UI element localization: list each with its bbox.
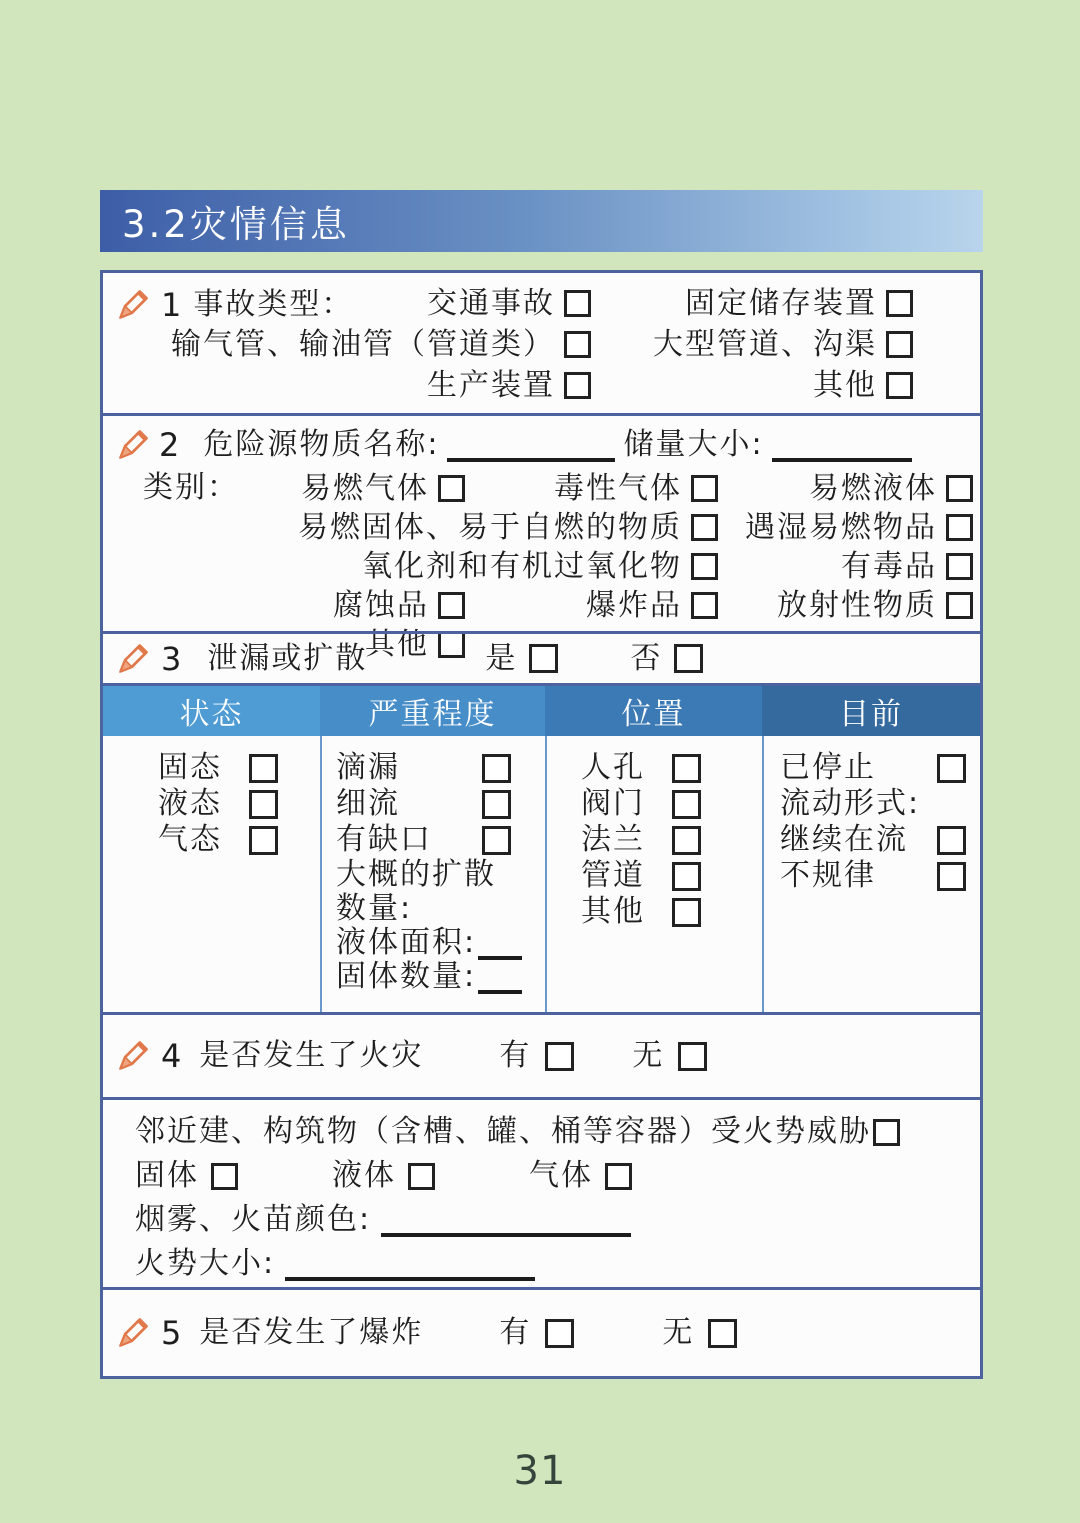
option-label: 法兰	[581, 822, 645, 857]
item-number: 3	[161, 639, 184, 678]
col-current	[762, 736, 980, 1012]
fire-size-label: 火势大小:	[135, 1246, 276, 1281]
cb-breach[interactable]	[482, 826, 511, 855]
cb-explosive[interactable]	[691, 592, 718, 619]
cb-oxidizer-peroxide[interactable]	[691, 553, 718, 580]
option-label: 固体	[135, 1158, 199, 1193]
item-number: 4	[161, 1037, 184, 1075]
cb-fire-threat[interactable]	[873, 1119, 900, 1146]
cb-explosion-no[interactable]	[708, 1319, 737, 1348]
cb-leak-yes[interactable]	[529, 644, 558, 673]
option-label: 管道	[581, 858, 645, 893]
cb-fixed-storage[interactable]	[886, 290, 913, 317]
cb-fire-no[interactable]	[678, 1042, 707, 1071]
cb-fire-yes[interactable]	[545, 1042, 574, 1071]
substance-name-blank[interactable]	[447, 428, 615, 462]
option-label: 爆炸品	[586, 587, 682, 623]
leak-table-body	[103, 736, 980, 1012]
pencil-icon	[115, 1038, 151, 1074]
cb-explosion-yes[interactable]	[545, 1319, 574, 1348]
section-title-bar	[100, 190, 983, 252]
option-label: 输气管、输油管（管道类）	[171, 326, 555, 362]
pencil-icon	[115, 641, 151, 677]
yes-label: 是	[485, 640, 518, 676]
page-title: 3.2灾情信息	[122, 203, 350, 246]
cb-still-flowing[interactable]	[937, 826, 966, 855]
fire-occurred-label: 是否发生了火灾	[199, 1038, 424, 1073]
option-label: 交通事故	[427, 285, 555, 321]
pencil-icon	[115, 427, 151, 463]
cb-flammable-gas[interactable]	[438, 475, 465, 502]
fire-medium-row	[135, 1154, 980, 1198]
option-label: 固态	[158, 750, 222, 785]
option-label: 气体	[529, 1158, 593, 1193]
option-label: 其他	[813, 367, 877, 403]
cb-pipe[interactable]	[672, 862, 701, 891]
cb-flammable-solid[interactable]	[691, 514, 718, 541]
flow-form-label: 流动形式:	[780, 786, 921, 821]
option-label: 放射性物质	[777, 587, 937, 623]
cb-traffic-accident[interactable]	[564, 290, 591, 317]
col-header-severity: 严重程度	[320, 686, 545, 736]
accident-type-label: 事故类型：	[193, 287, 354, 322]
fire-size-blank[interactable]	[285, 1247, 535, 1281]
page-number: 31	[513, 1448, 567, 1494]
fire-threat-row	[135, 1110, 980, 1154]
cb-irregular[interactable]	[937, 862, 966, 891]
option-label: 其他	[581, 894, 645, 929]
option-label: 已停止	[780, 750, 876, 785]
smoke-color-blank[interactable]	[381, 1203, 631, 1237]
option-label: 阀门	[581, 786, 645, 821]
category-row-3	[103, 547, 980, 586]
item-number: 5	[161, 1314, 184, 1352]
option-label: 液体	[332, 1158, 396, 1193]
cb-location-other[interactable]	[672, 898, 701, 927]
spread-note-line2: 数量:	[336, 891, 413, 926]
cb-corrosive[interactable]	[438, 592, 465, 619]
cb-fire-gas[interactable]	[605, 1163, 632, 1190]
cb-production-unit[interactable]	[564, 372, 591, 399]
option-label: 不规律	[780, 858, 876, 893]
section-explosion-occurred	[103, 1287, 980, 1376]
option-label: 滴漏	[336, 750, 400, 785]
cb-manhole[interactable]	[672, 754, 701, 783]
col-header-state: 状态	[103, 686, 320, 736]
cb-fire-solid[interactable]	[211, 1163, 238, 1190]
storage-size-label: 储量大小:	[623, 426, 764, 462]
yes-label: 有	[499, 1315, 532, 1350]
option-label: 生产装置	[427, 367, 555, 403]
yes-label: 有	[499, 1038, 532, 1073]
col-header-location: 位置	[545, 686, 762, 736]
section-fire-occurred	[103, 1012, 980, 1097]
solid-qty-blank[interactable]	[478, 960, 522, 994]
option-label: 易燃气体	[301, 470, 429, 506]
storage-size-blank[interactable]	[772, 428, 912, 462]
pencil-icon	[115, 1315, 151, 1351]
cb-water-reactive[interactable]	[946, 514, 973, 541]
item-number: 1	[161, 286, 184, 324]
option-label: 细流	[336, 786, 400, 821]
option-label: 遇湿易燃物品	[745, 509, 937, 545]
cb-gas-state[interactable]	[249, 826, 278, 855]
cb-pipeline[interactable]	[564, 331, 591, 358]
option-label: 大型管道、沟渠	[653, 326, 877, 362]
cb-drip[interactable]	[482, 754, 511, 783]
section-accident-type	[103, 273, 980, 413]
cb-solid-state[interactable]	[249, 754, 278, 783]
item-1-prefix	[115, 287, 353, 323]
pencil-icon	[115, 287, 151, 323]
col-severity	[320, 736, 545, 1012]
col-state	[103, 736, 320, 1012]
accident-type-row-3	[103, 365, 980, 406]
no-label: 无	[662, 1315, 695, 1350]
cb-poison[interactable]	[946, 553, 973, 580]
cb-valve[interactable]	[672, 790, 701, 819]
option-label: 液态	[158, 786, 222, 821]
no-label: 否	[630, 640, 663, 676]
disaster-info-form	[100, 270, 983, 1379]
option-label: 继续在流	[780, 822, 908, 857]
item-number: 2	[159, 425, 182, 464]
option-label: 腐蚀品	[333, 587, 429, 623]
cb-fire-liquid[interactable]	[408, 1163, 435, 1190]
cb-accident-other[interactable]	[886, 372, 913, 399]
cb-radioactive[interactable]	[946, 592, 973, 619]
smoke-color-label: 烟雾、火苗颜色:	[135, 1202, 372, 1237]
category-row-1	[103, 469, 980, 508]
cb-leak-no[interactable]	[674, 644, 703, 673]
category-label: 类别：	[143, 470, 239, 505]
liquid-area-blank[interactable]	[478, 926, 522, 960]
category-row-4	[103, 586, 980, 625]
section-leak-spread	[103, 626, 980, 683]
option-label: 易燃固体、易于自燃的物质	[298, 509, 682, 545]
explosion-label: 是否发生了爆炸	[199, 1315, 424, 1350]
cb-flange[interactable]	[672, 826, 701, 855]
option-label: 有毒品	[841, 548, 937, 584]
cb-liquid-state[interactable]	[249, 790, 278, 819]
option-label: 人孔	[581, 750, 645, 785]
option-label: 氧化剂和有机过氧化物	[362, 548, 682, 584]
category-row-2	[103, 508, 980, 547]
cb-large-pipe-ditch[interactable]	[886, 331, 913, 358]
fire-threat-label: 邻近建、构筑物（含槽、罐、桶等容器）受火势威胁	[135, 1114, 871, 1149]
liquid-area-label: 液体面积:	[336, 925, 477, 960]
col-header-current: 目前	[762, 686, 980, 736]
leak-spread-label: 泄漏或扩散	[207, 640, 368, 676]
leak-table-header	[103, 683, 980, 736]
cb-stopped[interactable]	[937, 754, 966, 783]
smoke-color-row	[135, 1198, 980, 1242]
cb-trickle[interactable]	[482, 790, 511, 819]
fire-size-row	[135, 1242, 980, 1286]
col-location	[545, 736, 762, 1012]
substance-name-row	[103, 420, 980, 469]
cb-toxic-gas[interactable]	[691, 475, 718, 502]
option-label: 有缺口	[336, 822, 432, 857]
substance-name-label: 危险源物质名称:	[203, 426, 440, 462]
section-fire-detail	[103, 1097, 980, 1287]
no-label: 无	[632, 1038, 665, 1073]
option-label: 固定储存装置	[685, 285, 877, 321]
option-label: 毒性气体	[554, 470, 682, 506]
accident-type-row-2	[103, 324, 980, 365]
spread-note-line1: 大概的扩散	[336, 857, 496, 892]
option-label: 气态	[158, 822, 222, 857]
option-label: 易燃液体	[809, 470, 937, 506]
cb-flammable-liquid[interactable]	[946, 475, 973, 502]
option-label: 其他	[365, 626, 429, 662]
solid-qty-label: 固体数量:	[336, 959, 477, 994]
